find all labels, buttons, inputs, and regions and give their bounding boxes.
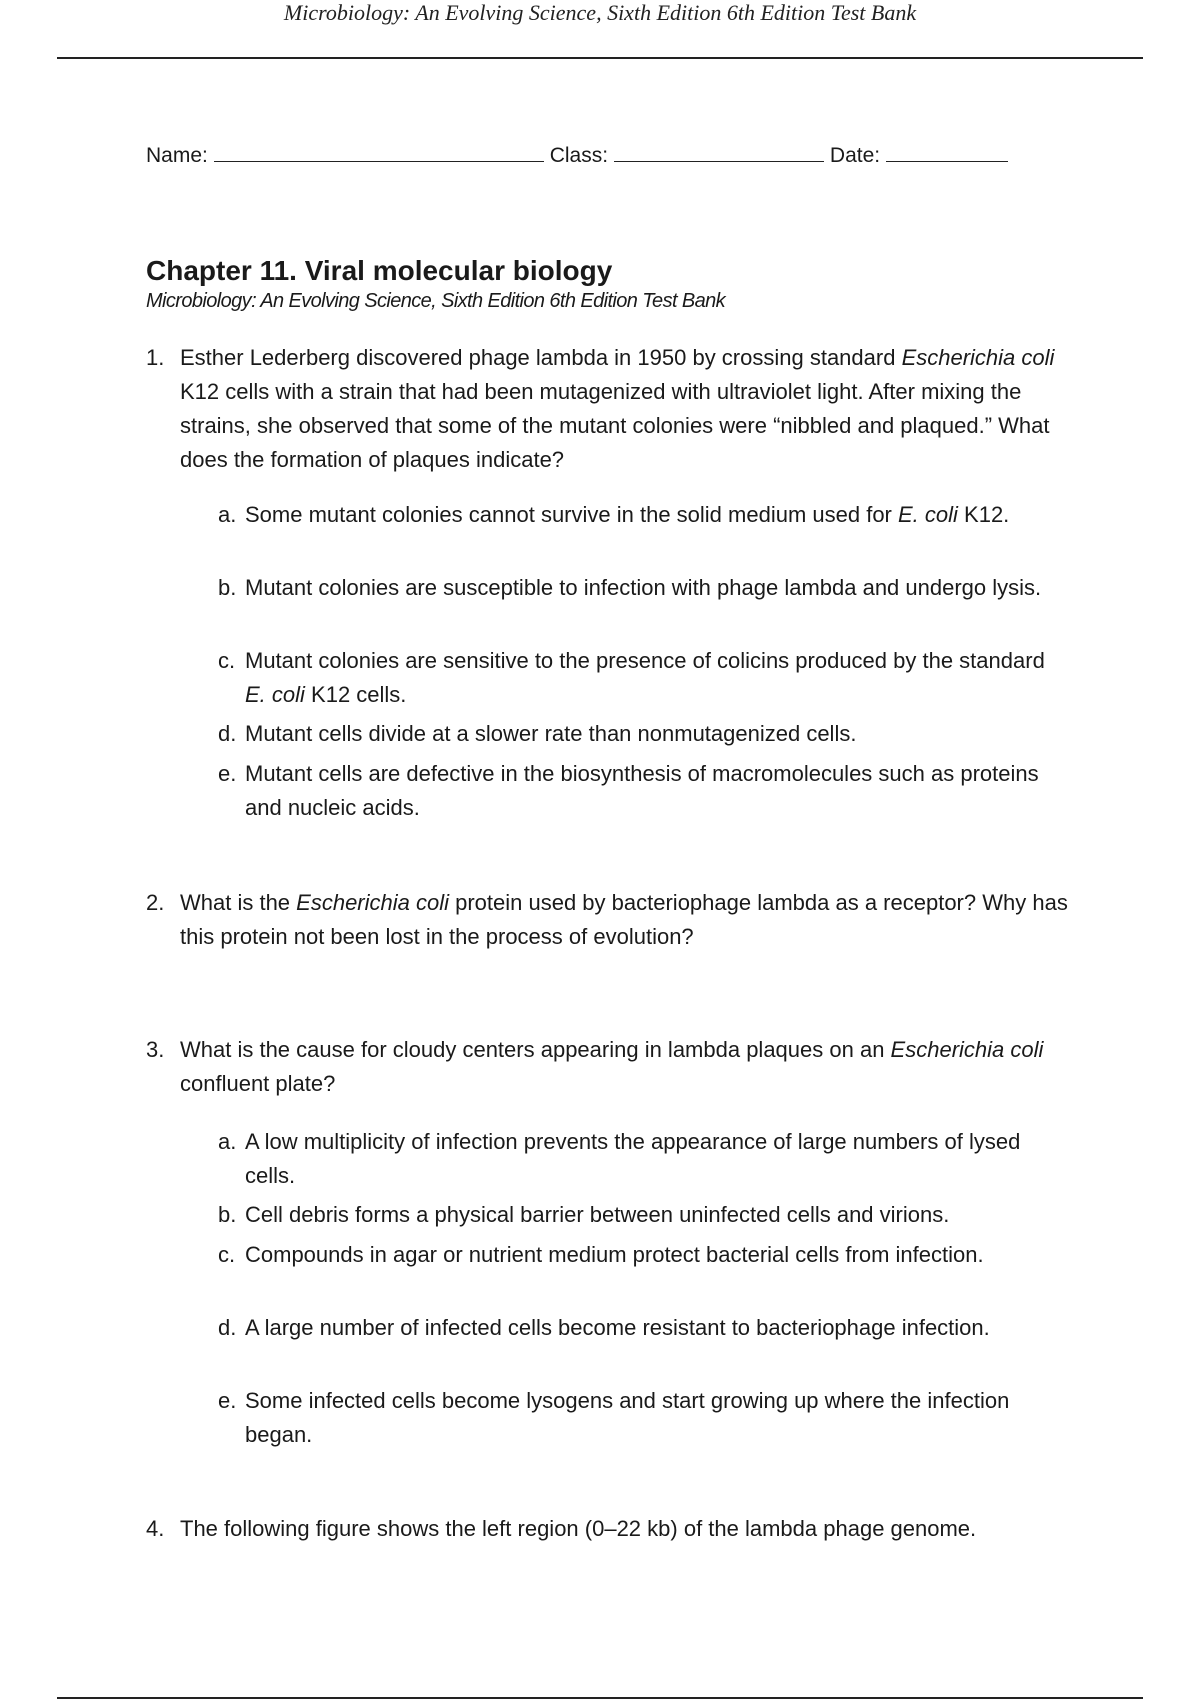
question-number: 3.	[146, 1037, 165, 1062]
footer-divider	[57, 1697, 1143, 1699]
option-letter: d.	[218, 1315, 237, 1340]
header-divider	[57, 57, 1143, 59]
question-number: 2.	[146, 890, 165, 915]
option-3d[interactable]	[218, 1311, 1048, 1345]
class-field[interactable]	[614, 143, 824, 162]
question-number: 4.	[146, 1516, 165, 1541]
option-1b[interactable]	[218, 571, 1048, 605]
option-text: A low multiplicity of infection prevents the appearance of large numbers of lysed cells.	[245, 1129, 1021, 1188]
option-text: Some mutant colonies cannot survive in the solid medium used for E. coli K12.	[245, 502, 1010, 527]
class-label: Class:	[549, 144, 609, 167]
running-header-title: Microbiology: An Evolving Science, Sixth Edition 6th Edition Test Bank	[283, 0, 917, 25]
option-text: Mutant cells divide at a slower rate than nonmutagenized cells.	[245, 721, 857, 746]
option-text: Mutant colonies are susceptible to infection with phage lambda and undergo lysis.	[245, 575, 1042, 600]
option-text: Mutant colonies are sensitive to the presence of colicins produced by the standard E. coli K12 cells.	[245, 648, 1045, 707]
option-3c[interactable]	[218, 1238, 1048, 1272]
option-1a[interactable]	[218, 498, 1048, 532]
date-field[interactable]	[886, 143, 1008, 162]
option-letter: a.	[218, 502, 237, 527]
question-number: 1.	[146, 345, 165, 370]
option-letter: e.	[218, 1388, 237, 1413]
chapter-title: Chapter 11. Viral molecular biology	[146, 255, 613, 286]
option-text: Some infected cells become lysogens and start growing up where the infection began.	[245, 1388, 1010, 1447]
option-text: A large number of infected cells become resistant to bacteriophage infection.	[245, 1315, 990, 1340]
name-field[interactable]	[214, 143, 544, 162]
option-3e[interactable]	[218, 1384, 1048, 1452]
option-1c[interactable]	[218, 644, 1048, 712]
option-letter: b.	[218, 575, 237, 600]
date-label: Date:	[829, 144, 881, 167]
question-2	[146, 886, 1076, 954]
option-3a[interactable]	[218, 1125, 1048, 1193]
option-text: Compounds in agar or nutrient medium protect bacterial cells from infection.	[245, 1242, 984, 1267]
option-letter: e.	[218, 761, 237, 786]
option-letter: d.	[218, 721, 237, 746]
option-letter: c.	[218, 1242, 236, 1267]
question-3	[146, 1033, 1076, 1101]
question-stem: Esther Lederberg discovered phage lambda in 1950 by crossing standard Escherichia coli K12 cells with a strain that had been mutagenized with ultraviolet light. After mixing the strains, she observed that some of the mutant colonies were “nibbled and plaqued.” What does the formation of plaques indicate?	[180, 345, 1055, 472]
option-text: Mutant cells are defective in the biosynthesis of macromolecules such as proteins and nucleic acids.	[245, 761, 1039, 820]
question-4	[146, 1512, 1076, 1546]
question-1	[146, 341, 1076, 477]
question-stem: What is the Escherichia coli protein used by bacteriophage lambda as a receptor? Why has this protein not been lost in the process of evolution?	[180, 890, 1068, 949]
option-text: Cell debris forms a physical barrier between uninfected cells and virions.	[245, 1202, 950, 1227]
student-info-line	[146, 143, 1008, 169]
question-stem: What is the cause for cloudy centers appearing in lambda plaques on an Escherichia coli confluent plate?	[180, 1037, 1044, 1096]
option-3b[interactable]	[218, 1198, 1048, 1232]
option-letter: a.	[218, 1129, 237, 1154]
question-stem: The following figure shows the left region (0–22 kb) of the lambda phage genome.	[180, 1516, 977, 1541]
name-label: Name:	[146, 144, 208, 167]
option-1d[interactable]	[218, 717, 1048, 751]
option-1e[interactable]	[218, 757, 1048, 825]
option-letter: b.	[218, 1202, 237, 1227]
chapter-subtitle: Microbiology: An Evolving Science, Sixth Edition 6th Edition Test Bank	[146, 290, 726, 312]
option-letter: c.	[218, 648, 236, 673]
